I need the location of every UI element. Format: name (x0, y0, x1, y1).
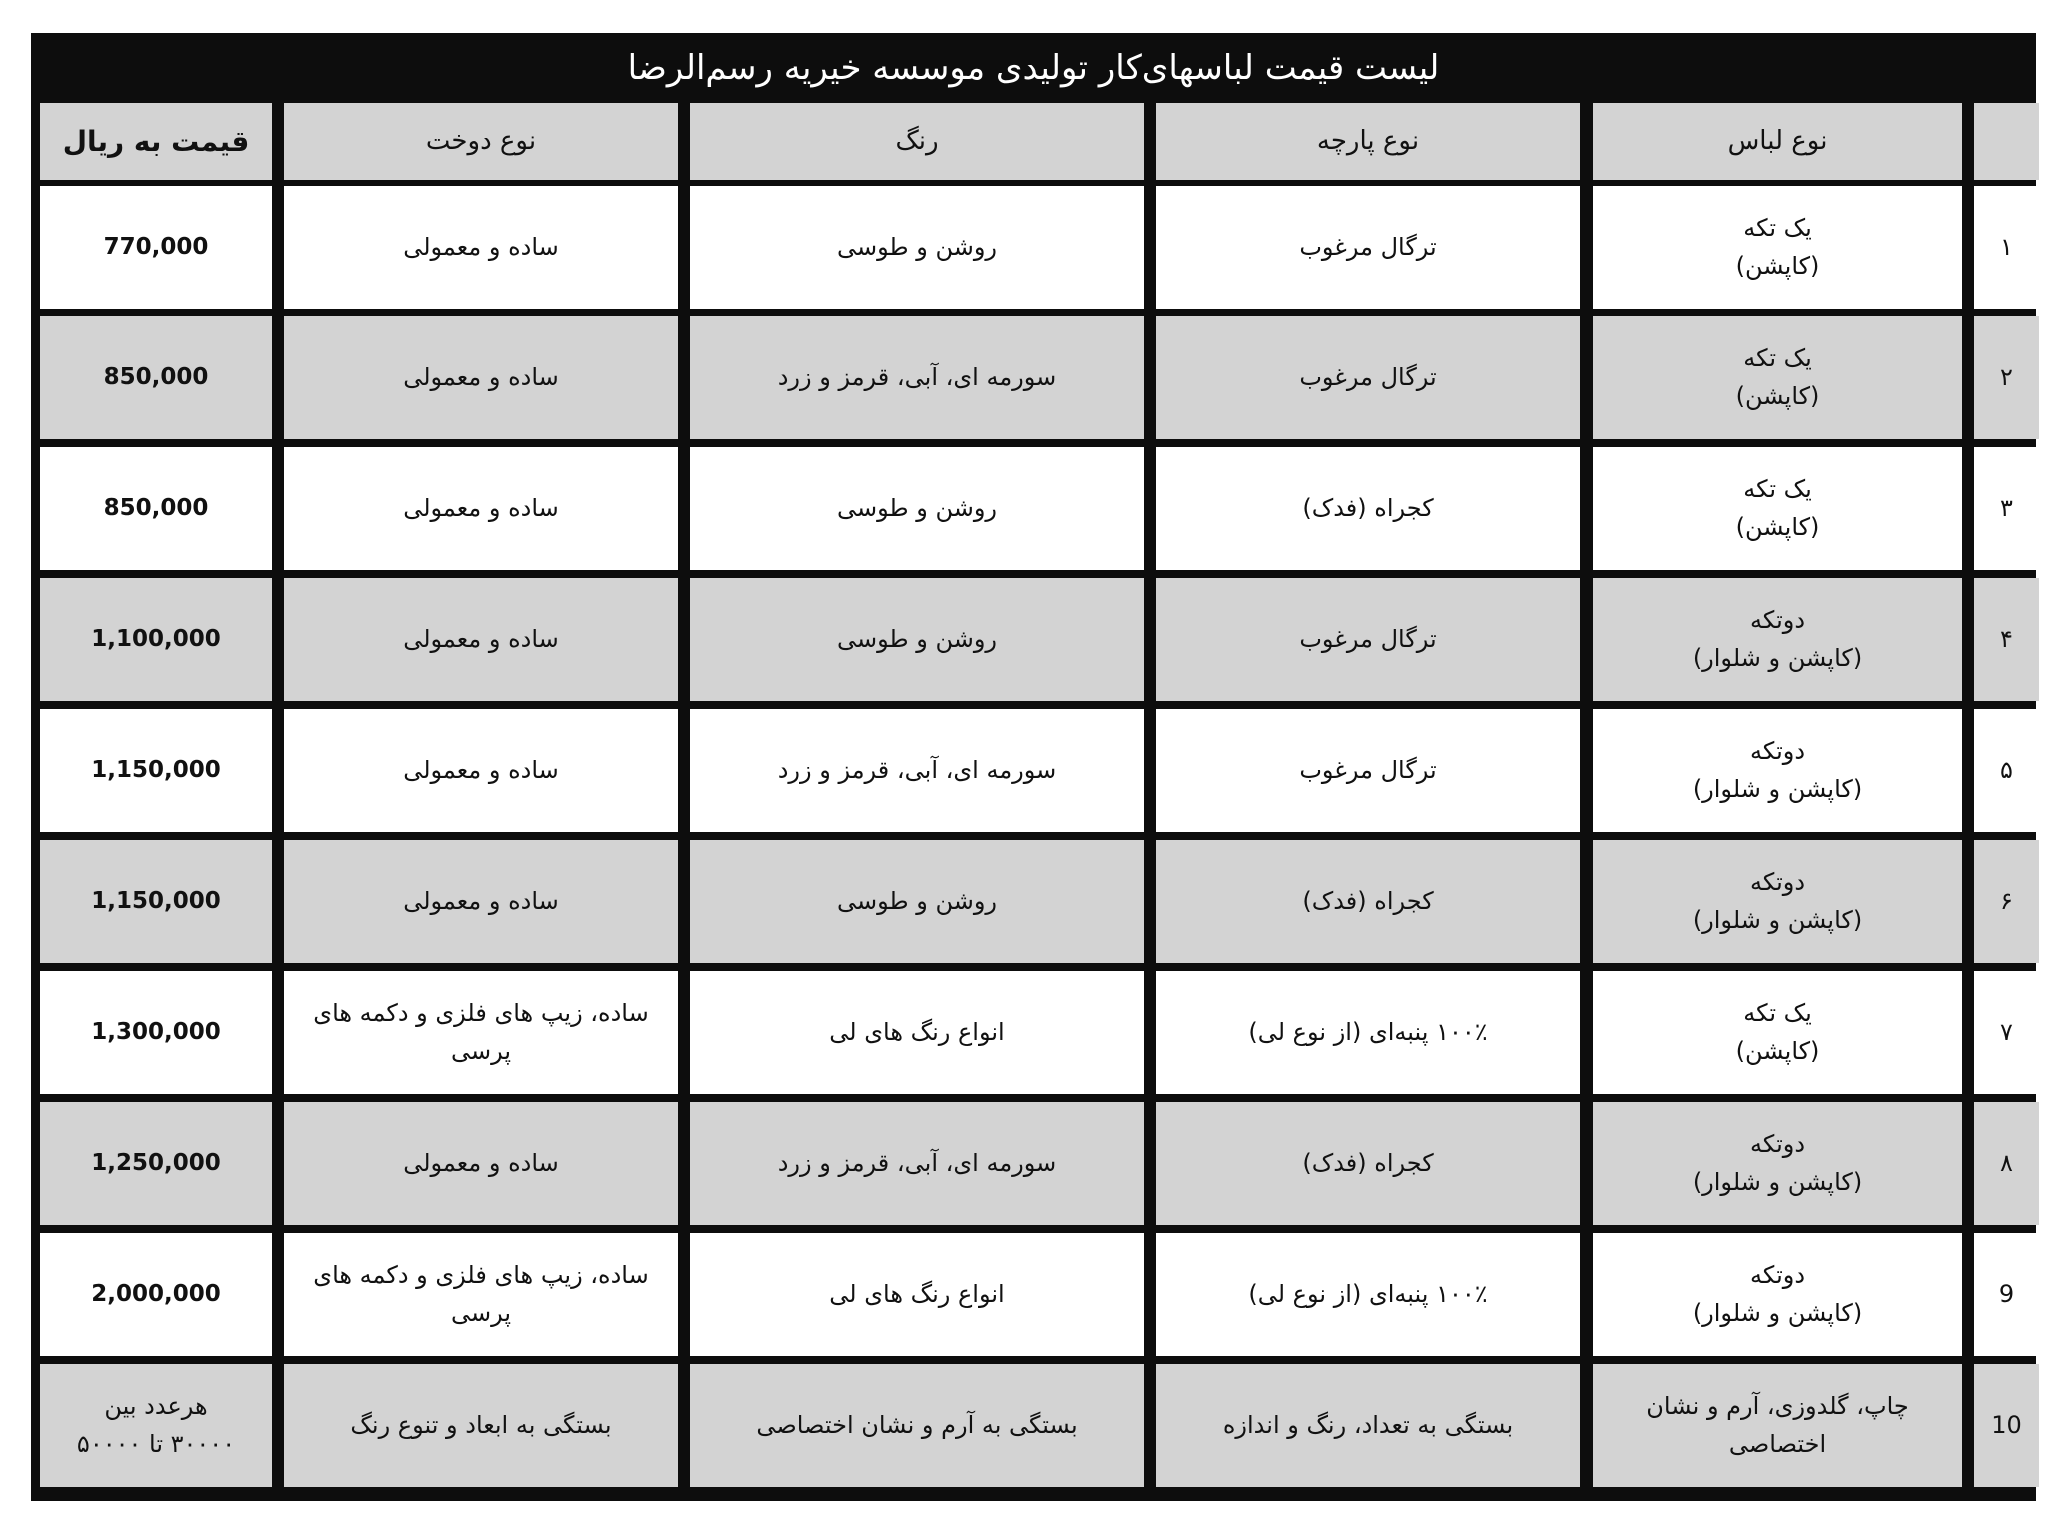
fabric-type-cell (1156, 1102, 1580, 1225)
price-cell (40, 578, 272, 701)
header-cell-garment-type (1593, 103, 1962, 180)
color-text: روشن و طوسی (836, 232, 998, 261)
header-cell-color (690, 103, 1144, 180)
price-cell (40, 1102, 272, 1225)
price-cell (40, 709, 272, 832)
sewing-type-cell (284, 840, 678, 963)
color-cell (690, 1233, 1144, 1356)
row-number-cell (1974, 316, 2039, 439)
row-number: ۷ (2000, 1017, 2013, 1046)
price-cell (40, 186, 272, 309)
fabric-type-text: کجراه (فدک) (1302, 886, 1434, 915)
garment-type-cell (1593, 709, 1962, 832)
fabric-type-cell (1156, 1364, 1580, 1487)
fabric-type-cell (1156, 186, 1580, 309)
color-cell (690, 447, 1144, 570)
garment-type-line: (کاپشن و شلوار) (1692, 643, 1863, 672)
price-value: هرعدد بین (104, 1392, 208, 1421)
row-number: ۱ (2000, 232, 2013, 261)
fabric-type-text: ترگال مرغوب (1299, 755, 1437, 784)
price-value: 850,000 (103, 363, 209, 390)
row-number: ۶ (2000, 886, 2013, 915)
garment-type-line: (کاپشن و شلوار) (1692, 1167, 1863, 1196)
price-value: 1,300,000 (91, 1018, 221, 1045)
price-cell (40, 1233, 272, 1356)
garment-type-cell (1593, 316, 1962, 439)
row-number-cell (1974, 447, 2039, 570)
fabric-type-cell (1156, 1233, 1580, 1356)
row-number: ۲ (2000, 362, 2013, 391)
color-text: روشن و طوسی (836, 493, 998, 522)
color-cell (690, 840, 1144, 963)
row-number-cell (1974, 578, 2039, 701)
color-cell (690, 186, 1144, 309)
price-value: 2,000,000 (91, 1280, 221, 1307)
header-label: نوع دوخت (425, 126, 537, 157)
sewing-type-line: بستگی به ابعاد و تنوع رنگ (350, 1410, 612, 1439)
garment-type-line: دوتکه (1749, 868, 1806, 897)
garment-type-cell (1593, 578, 1962, 701)
garment-type-cell (1593, 1102, 1962, 1225)
garment-type-line: (کاپشن و شلوار) (1692, 774, 1863, 803)
garment-type-line: (کاپشن و شلوار) (1692, 1298, 1863, 1327)
header-label: نوع لباس (1727, 126, 1828, 157)
fabric-type-cell (1156, 316, 1580, 439)
row-number: 10 (1991, 1410, 2022, 1439)
title-bar (31, 33, 2036, 102)
fabric-type-text: کجراه (فدک) (1302, 1148, 1434, 1177)
fabric-type-cell (1156, 840, 1580, 963)
row-number: 9 (1998, 1279, 2015, 1308)
fabric-type-text: بستگی به تعداد، رنگ و اندازه (1222, 1410, 1514, 1439)
garment-type-cell (1593, 971, 1962, 1094)
garment-type-cell (1593, 447, 1962, 570)
sewing-type-line: پرسی (450, 1298, 512, 1327)
garment-type-line: (کاپشن) (1735, 512, 1820, 541)
sewing-type-line: ساده و معمولی (403, 624, 559, 653)
garment-type-line: (کاپشن) (1735, 251, 1820, 280)
price-value: 1,150,000 (91, 756, 221, 783)
color-text: روشن و طوسی (836, 886, 998, 915)
price-cell (40, 840, 272, 963)
price-value: 1,100,000 (91, 625, 221, 652)
color-cell (690, 971, 1144, 1094)
price-value: 770,000 (103, 233, 209, 260)
color-text: انواع رنگ های لی (829, 1279, 1005, 1308)
price-value: ۳۰۰۰۰ تا ۵۰۰۰۰ (76, 1429, 236, 1458)
price-value: 850,000 (103, 494, 209, 521)
row-number-cell (1974, 840, 2039, 963)
sewing-type-cell (284, 1233, 678, 1356)
row-number-cell (1974, 186, 2039, 309)
garment-type-line: (کاپشن) (1735, 1036, 1820, 1065)
garment-type-line: یک تکه (1743, 344, 1812, 373)
price-value: 1,250,000 (91, 1149, 221, 1176)
color-cell (690, 1364, 1144, 1487)
sewing-type-cell (284, 186, 678, 309)
header-cell-sewing-type (284, 103, 678, 180)
color-text: انواع رنگ های لی (829, 1017, 1005, 1046)
garment-type-line: یک تکه (1743, 475, 1812, 504)
sewing-type-cell (284, 1364, 678, 1487)
fabric-type-cell (1156, 447, 1580, 570)
garment-type-line: دوتکه (1749, 606, 1806, 635)
color-text: سورمه ای، آبی، قرمز و زرد (777, 755, 1057, 784)
garment-type-cell (1593, 1364, 1962, 1487)
color-cell (690, 1102, 1144, 1225)
fabric-type-cell (1156, 971, 1580, 1094)
table-title: لیست قیمت لباسهای‌کار تولیدی موسسه خیریه رسم‌الرضا (627, 47, 1440, 88)
garment-type-line: (کاپشن و شلوار) (1692, 905, 1863, 934)
color-text: سورمه ای، آبی، قرمز و زرد (777, 1148, 1057, 1177)
row-number: ۳ (2000, 493, 2013, 522)
garment-type-line: دوتکه (1749, 1261, 1806, 1290)
price-cell (40, 447, 272, 570)
garment-type-line: یک تکه (1743, 999, 1812, 1028)
fabric-type-text: ترگال مرغوب (1299, 362, 1437, 391)
fabric-type-text: ترگال مرغوب (1299, 624, 1437, 653)
fabric-type-text: ترگال مرغوب (1299, 232, 1437, 261)
sewing-type-cell (284, 971, 678, 1094)
header-cell-price (40, 103, 272, 180)
price-cell (40, 316, 272, 439)
header-label: قیمت به ریال (62, 124, 250, 158)
sewing-type-cell (284, 578, 678, 701)
garment-type-cell (1593, 186, 1962, 309)
garment-type-line: چاپ، گلدوزی، آرم و نشان (1646, 1392, 1909, 1421)
color-text: روشن و طوسی (836, 624, 998, 653)
garment-type-cell (1593, 1233, 1962, 1356)
price-cell (40, 1364, 272, 1487)
row-number-cell (1974, 709, 2039, 832)
fabric-type-cell (1156, 709, 1580, 832)
row-number: ۴ (2000, 624, 2013, 653)
color-cell (690, 709, 1144, 832)
fabric-type-cell (1156, 578, 1580, 701)
sewing-type-line: ساده و معمولی (403, 886, 559, 915)
sewing-type-line: ساده و معمولی (403, 362, 559, 391)
garment-type-line: دوتکه (1749, 1130, 1806, 1159)
sewing-type-line: ساده و معمولی (403, 1148, 559, 1177)
garment-type-cell (1593, 840, 1962, 963)
color-text: سورمه ای، آبی، قرمز و زرد (777, 362, 1057, 391)
header-label: نوع پارچه (1316, 126, 1420, 157)
garment-type-line: یک تکه (1743, 214, 1812, 243)
sewing-type-line: پرسی (450, 1036, 512, 1065)
header-cell-fabric-type (1156, 103, 1580, 180)
color-cell (690, 316, 1144, 439)
row-number-cell (1974, 971, 2039, 1094)
garment-type-line: (کاپشن) (1735, 381, 1820, 410)
price-value: 1,150,000 (91, 887, 221, 914)
row-number: ۸ (2000, 1148, 2013, 1177)
fabric-type-text: ۱۰۰٪ پنبه‌ای (از نوع لی) (1248, 1017, 1488, 1046)
color-text: بستگی به آرم و نشان اختصاصی (756, 1410, 1078, 1439)
sewing-type-cell (284, 447, 678, 570)
row-number-cell (1974, 1102, 2039, 1225)
row-number-cell (1974, 1364, 2039, 1487)
sewing-type-line: ساده، زیپ های فلزی و دکمه های (313, 1261, 649, 1290)
garment-type-line: دوتکه (1749, 737, 1806, 766)
sewing-type-cell (284, 709, 678, 832)
header-label: رنگ (895, 126, 939, 157)
sewing-type-line: ساده و معمولی (403, 755, 559, 784)
row-number: ۵ (2000, 755, 2013, 784)
sewing-type-line: ساده و معمولی (403, 493, 559, 522)
sewing-type-line: ساده، زیپ های فلزی و دکمه های (313, 999, 649, 1028)
sewing-type-line: ساده و معمولی (403, 232, 559, 261)
sewing-type-cell (284, 1102, 678, 1225)
color-cell (690, 578, 1144, 701)
fabric-type-text: ۱۰۰٪ پنبه‌ای (از نوع لی) (1248, 1279, 1488, 1308)
garment-type-line: اختصاصی (1728, 1429, 1827, 1458)
price-cell (40, 971, 272, 1094)
row-number-cell (1974, 1233, 2039, 1356)
price-list-table (31, 33, 2036, 1501)
fabric-type-text: کجراه (فدک) (1302, 493, 1434, 522)
sewing-type-cell (284, 316, 678, 439)
header-cell-row-number (1974, 103, 2039, 180)
